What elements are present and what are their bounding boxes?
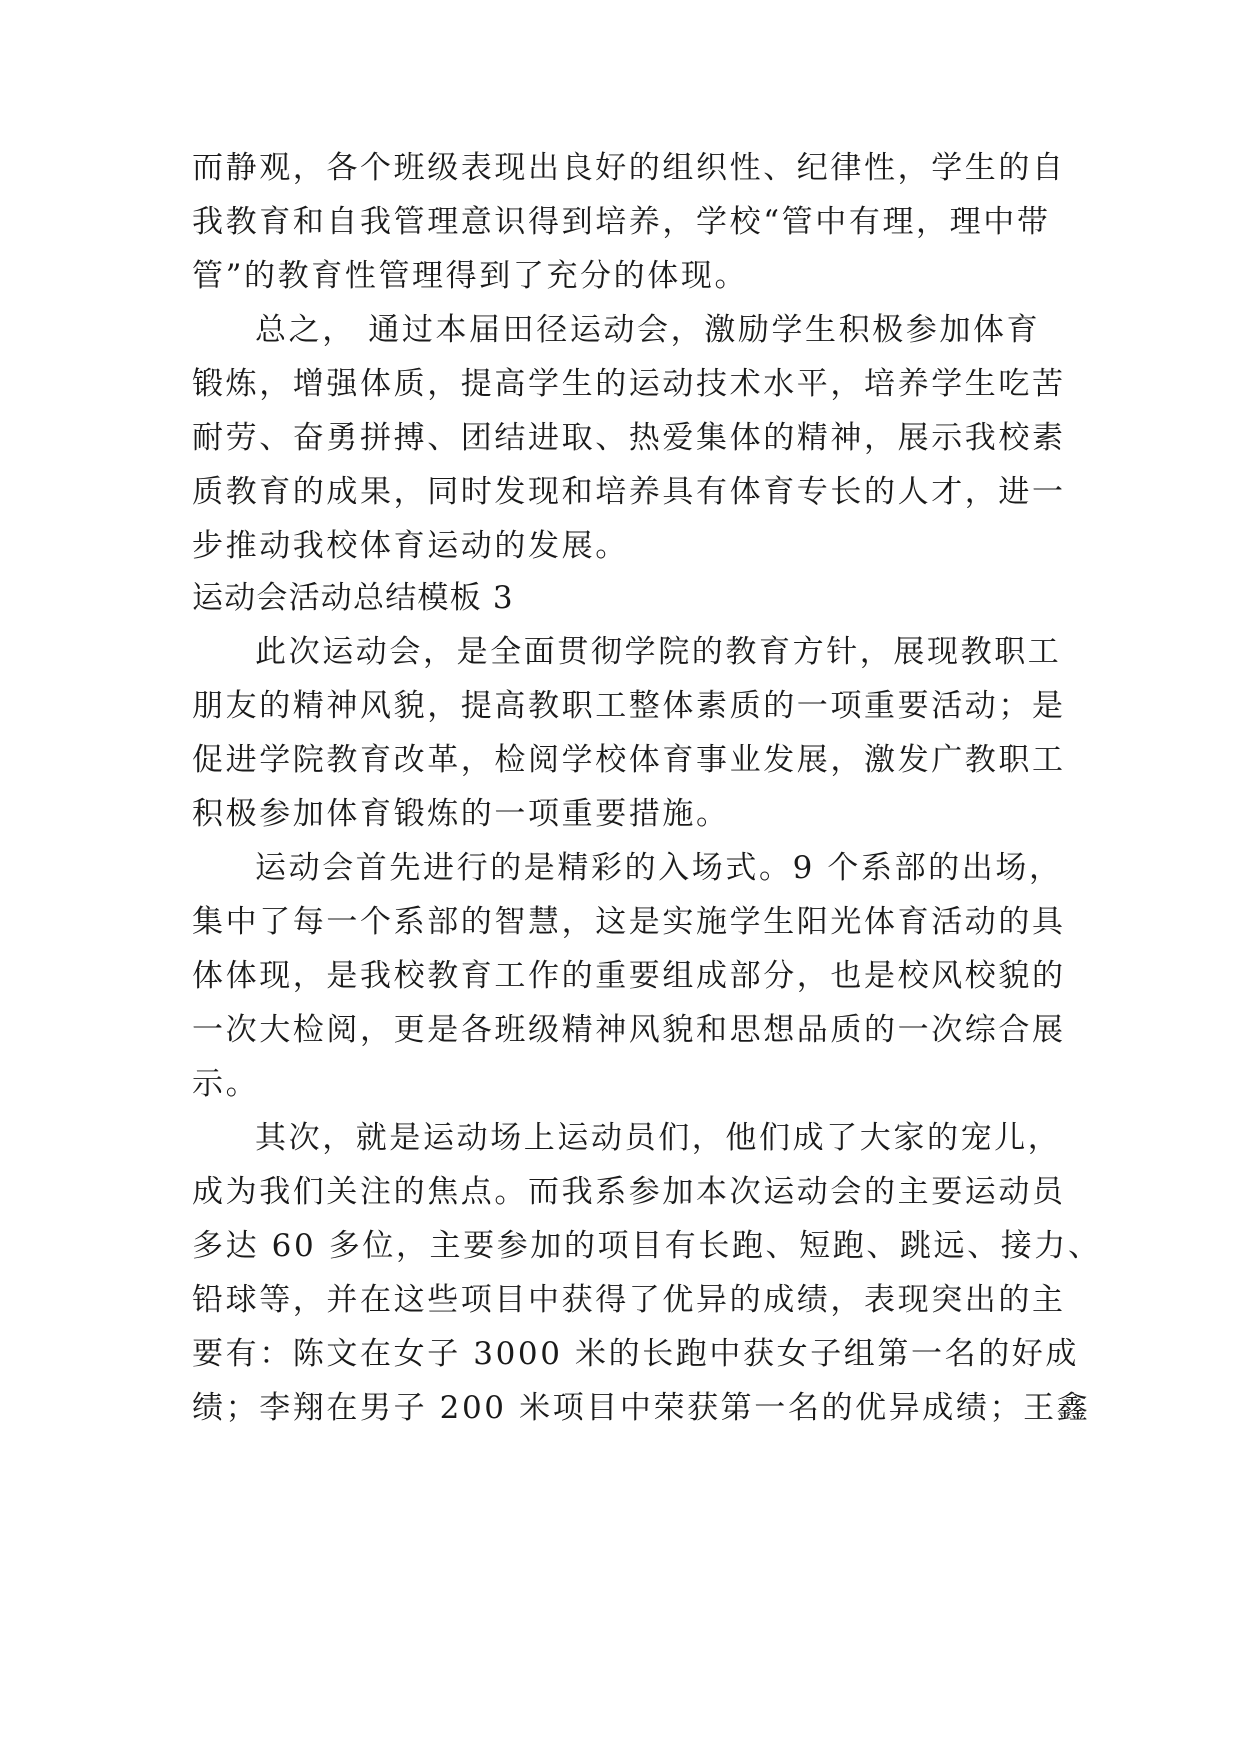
paragraph-first-line: 运动会首先进行的是精彩的入场式。9 个系部的出场， xyxy=(255,850,1063,886)
body-text-line: 步推动我校体育运动的发展。 xyxy=(192,528,629,564)
body-text-line: 铅球等，并在这些项目中获得了优异的成绩，表现突出的主 xyxy=(192,1282,1066,1318)
body-text-line: 多达 60 多位，主要参加的项目有长跑、短跑、跳远、接力、 xyxy=(192,1228,1102,1264)
paragraph-first-line: 此次运动会，是全面贯彻学院的教育方针，展现教职工 xyxy=(255,634,1062,670)
body-text-line: 积极参加体育锻炼的一项重要措施。 xyxy=(192,796,730,832)
body-text-line: 体体现，是我校教育工作的重要组成部分，也是校风校貌的 xyxy=(192,958,1066,994)
body-text-line: 管”的教育性管理得到了充分的体现。 xyxy=(192,258,749,294)
body-text-line: 绩；李翔在男子 200 米项目中荣获第一名的优异成绩；王鑫 xyxy=(192,1390,1091,1426)
body-text-line: 一次大检阅，更是各班级精神风貌和思想品质的一次综合展 xyxy=(192,1012,1066,1048)
body-text-line: 质教育的成果，同时发现和培养具有体育专长的人才，进一 xyxy=(192,474,1066,510)
body-text-line: 要有：陈文在女子 3000 米的长跑中获女子组第一名的好成 xyxy=(192,1336,1079,1372)
body-text-line: 锻炼，增强体质，提高学生的运动技术水平，培养学生吃苦 xyxy=(192,366,1066,402)
body-text-line: 我教育和自我管理意识得到培养，学校“管中有理，理中带 xyxy=(192,204,1051,240)
section-heading: 运动会活动总结模板 3 xyxy=(192,580,514,616)
paragraph-first-line: 其次，就是运动场上运动员们，他们成了大家的宠儿， xyxy=(255,1120,1062,1156)
body-text-line: 朋友的精神风貌，提高教职工整体素质的一项重要活动；是 xyxy=(192,688,1066,724)
body-text-line: 促进学院教育改革，检阅学校体育事业发展，激发广教职工 xyxy=(192,742,1066,778)
body-text-line: 集中了每一个系部的智慧，这是实施学生阳光体育活动的具 xyxy=(192,904,1066,940)
body-text-line: 耐劳、奋勇拼搏、团结进取、热爱集体的精神，展示我校素 xyxy=(192,420,1066,456)
body-text-line: 成为我们关注的焦点。而我系参加本次运动会的主要运动员 xyxy=(192,1174,1066,1210)
body-text-line: 示。 xyxy=(192,1066,260,1102)
paragraph-first-line: 总之， 通过本届田径运动会，激励学生积极参加体育 xyxy=(255,312,1041,348)
body-text-line: 而静观，各个班级表现出良好的组织性、纪律性，学生的自 xyxy=(192,150,1066,186)
